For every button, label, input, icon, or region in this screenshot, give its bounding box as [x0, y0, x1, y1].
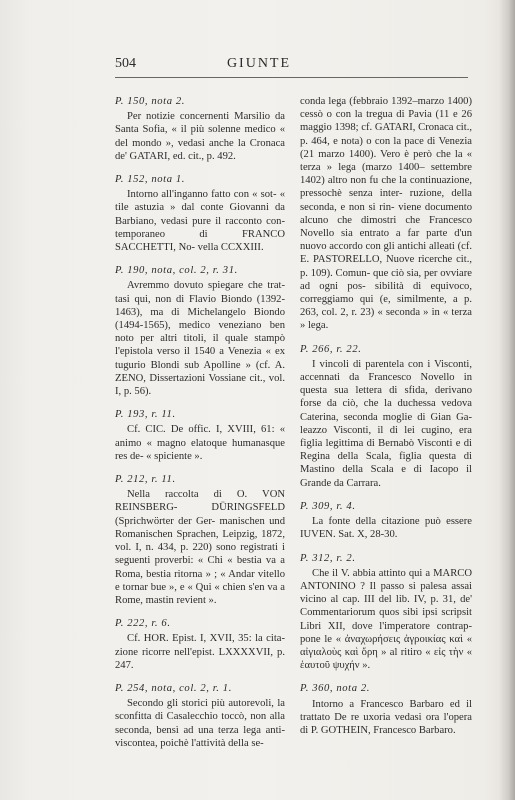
addendum-entry — [300, 552, 472, 673]
running-title: GIUNTE — [226, 56, 292, 71]
right-column — [300, 95, 472, 747]
entry-reference: P. 254, nota, col. 2, r. 1. — [115, 682, 232, 694]
addendum-entry — [300, 682, 472, 737]
addendum-entry — [115, 617, 285, 672]
entry-reference: P. 309, r. 4. — [300, 500, 356, 512]
entry-text: La fonte della citazione può essere IUVEN. Sat. X, 28-30. — [300, 516, 472, 541]
entry-text: Per notizie concernenti Marsilio da Santa Sofia, « il più solenne medico « del mondo », vedasi anche la Cronaca de' GATARI, ed. cit., p. 492. — [115, 111, 285, 162]
entry-reference: P. 266, r. 22. — [300, 343, 362, 355]
addendum-entry — [115, 95, 285, 163]
entry-text: Secondo gli storici più autorevoli, la sconfitta di Casalecchio toccò, non alla seconda, bensì ad una terza lega anti- viscontea, poichè l'attività della se- — [115, 698, 285, 749]
addendum-entry — [115, 408, 285, 463]
entry-text: I vincoli di parentela con i Visconti, accennati da Francesco Novello in questa sua lettera di sfida, derivano forse da ciò, che la duchessa vedova Caterina, seconda moglie di Gian Ga- leazzo Visconti, il di lei cugino, era figlia legittima di Bernabò Visconti e di Regina della Scala, figlia questa di Mastino della Scala e di Iacopo il Grande da Carrara. — [300, 358, 472, 489]
entry-reference: P. 150, nota 2. — [115, 96, 186, 107]
page-gutter-shadow — [499, 0, 515, 800]
entry-reference: P. 360, nota 2. — [300, 683, 371, 695]
entry-reference: P. 152, nota 1. — [115, 174, 186, 186]
entry-reference: P. 222, r. 6. — [115, 618, 171, 630]
addendum-entry — [300, 500, 472, 542]
entry-reference: P. 212, r. 11. — [115, 474, 176, 486]
entry-reference: P. 190, nota, col. 2, r. 31. — [115, 265, 238, 277]
header-rule — [115, 77, 468, 78]
addendum-entry — [115, 173, 285, 254]
entry-reference: P. 193, r. 11. — [115, 409, 176, 421]
entry-reference: P. 312, r. 2. — [300, 552, 356, 564]
addendum-entry — [300, 343, 472, 490]
addendum-entry — [115, 682, 285, 750]
addendum-entry — [115, 473, 285, 607]
entry-text: Che il V. abbia attinto qui a MARCO ANTONINO ? Il passo si palesa assai vicino al cap. III del lib. IV, p. 31, de' Commentariorum quos sibi ipsi scripsit Libri XII, dove l'imperatore contrap- pone le « ἀναχωρήσεις ἀγροικίας καὶ « αἰγιαλοὺς καὶ ὄρη » al ritiro « εἰς τὴν « ἑαυτοῦ ψυχήν ». — [300, 567, 472, 672]
addendum-entry — [115, 264, 285, 398]
entry-text: Nella raccolta di O. VON REINSBERG- DÜRINGSFELD (Sprichwörter der Ger- manischen und Romanischen Sprachen, Leipzig, 1872, vol. I, n. 434, p. 220) sono registrati i seguenti proverbi: « Chi « bestia va a Roma, bestia ritorna » ; « Andar vitello e tornar bue », e « Qui « chien s'en va a Rome, mastin revient ». — [115, 489, 285, 606]
entry-text: Cf. HOR. Epist. I, XVII, 35: la cita- zione ricorre nell'epist. LXXXXVII, p. 247. — [115, 633, 285, 671]
addendum-entry-continued — [300, 95, 472, 333]
entry-text: Intorno all'inganno fatto con « sot- « tile astuzia » dal conte Giovanni da Barbiano, vedasi pure il racconto con- temporaneo di FRANCO SACCHETTI, No- vella CCXXIII. — [115, 189, 285, 254]
entry-text: Intorno a Francesco Barbaro ed il trattato De re uxoria vedasi ora l'opera di P. GOTHEIN, Francesco Barbaro. — [300, 698, 472, 736]
entry-text: Avremmo dovuto spiegare che trat- tasi qui, non di Flavio Biondo (1392- 1463), ma di Michelangelo Biondo (1494-1565), medico veneziano ben noto per altri titoli, il quale stampò l'epistola verso il 1540 a Venezia « ex tugurio Blondi sub Apolline » (cf. A. ZENO, Dissertazioni Vossiane cit., vol. I, p. 56). — [115, 280, 285, 398]
left-column — [115, 95, 285, 760]
entry-text: conda lega (febbraio 1392–marzo 1400) cessò o con la tregua di Pavia (11 e 26 maggio 1398; cf. GATARI, Cronaca cit., p. 464, e nota) o con la pace di Venezia (21 marzo 1400). Vero è però che la « terza » lega (marzo 1400– settembre 1402) altro non fu che la continuazione, pressochè senza inter- ruzione, della seconda, e non si rin- viene documento alcuno che dimostri che Francesco Novello sia entrato a far parte d'un nuovo accordo con gli antichi alleati (cf. E. PASTORELLO, Nuove ricerche cit., p. 109). Comun- que ciò sia, per ovviare ad ogni pos- sibilità di equivoco, correggiamo qui (e, similmente, a p. 263, col. 2, r. 23) « seconda » in « terza » lega. — [300, 96, 472, 332]
page-header — [115, 56, 403, 76]
entry-text: Cf. CIC. De offic. I, XVIII, 61: « animo « magno elatoque humanasque res de- « spiciente ». — [115, 424, 285, 462]
page-number: 504 — [115, 56, 136, 71]
